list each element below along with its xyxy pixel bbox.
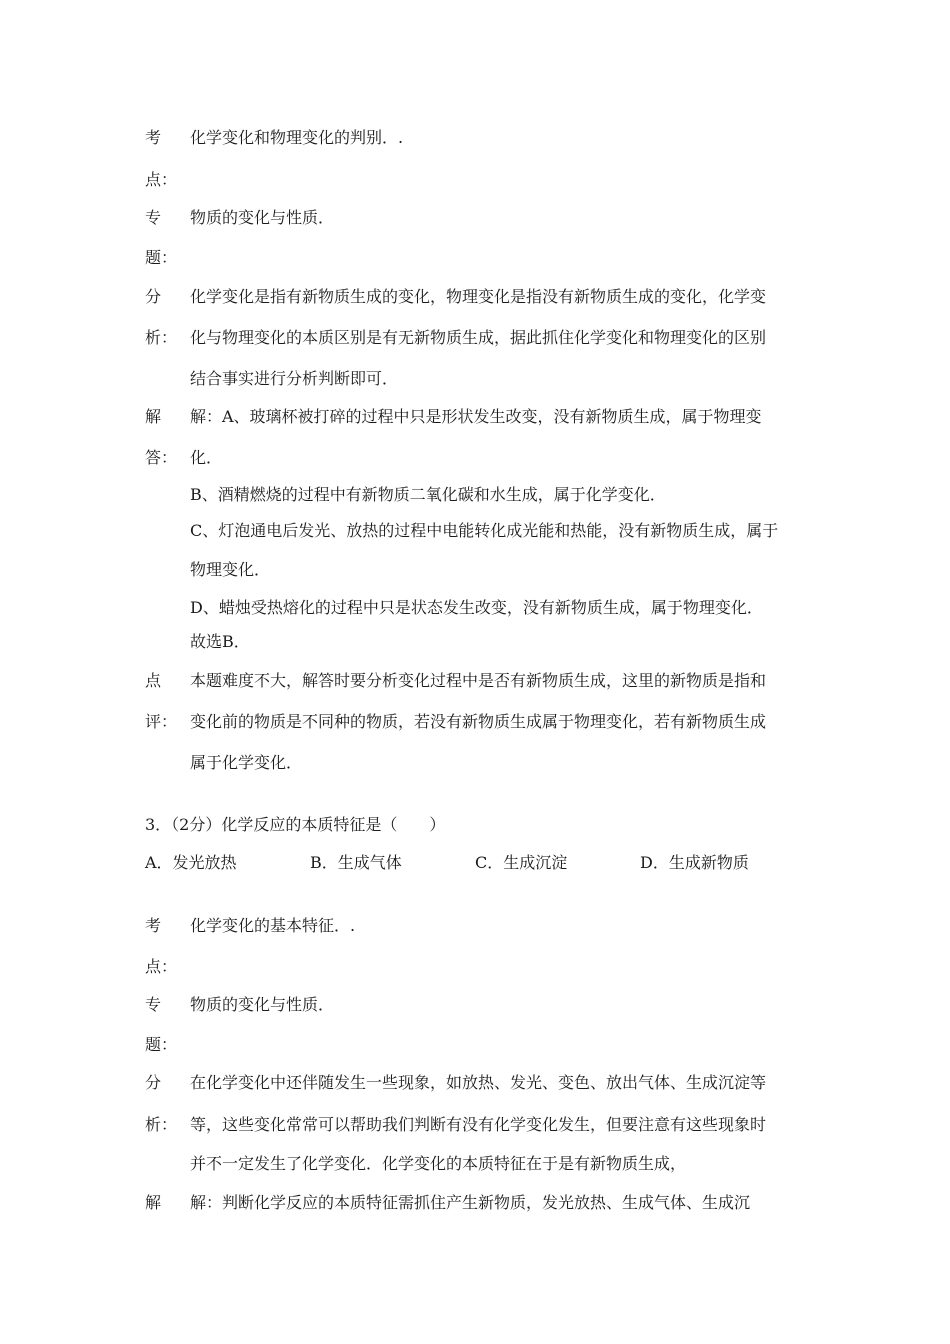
label-zhuanti-2: 专 (145, 995, 162, 1014)
label-kaodian-1: 考 (145, 128, 162, 147)
zhuanti-text-1: 物质的变化与性质． (190, 208, 335, 227)
option-c: C．生成沉淀 (475, 853, 568, 872)
jieda-line-6: D、蜡烛受热熔化的过程中只是状态发生改变，没有新物质生成，属于物理变化． (190, 598, 763, 617)
label-zhuanti-1: 专 (145, 208, 162, 227)
label-fenxi-1: 分 (145, 287, 162, 306)
jieda-line-5: 物理变化． (190, 560, 271, 579)
kaodian-text-2: 化学变化的基本特征．. (190, 916, 356, 935)
label-fenxi-2: 分 (145, 1073, 162, 1092)
option-b: B．生成气体 (310, 853, 402, 872)
label-jieda-1: 解 (145, 407, 162, 426)
option-a: A．发光放热 (145, 853, 237, 872)
fenxi2-line-2: 等，这些变化常常可以帮助我们判断有没有化学变化发生，但要注意有这些现象时 (190, 1115, 767, 1134)
jieda-line-2: 化． (190, 448, 223, 467)
kaodian-text-1: 化学变化和物理变化的判别．. (190, 128, 404, 147)
label-zhuanti-2b: 题： (145, 1035, 178, 1054)
fenxi-line-2: 化与物理变化的本质区别是有无新物质生成，据此抓住化学变化和物理变化的区别 (190, 328, 767, 347)
fenxi2-line-1: 在化学变化中还伴随发生一些现象，如放热、发光、变色、放出气体、生成沉淀等 (190, 1073, 767, 1092)
label-kaodian-2: 考 (145, 916, 162, 935)
option-d: D．生成新物质 (640, 853, 749, 872)
fenxi-line-3: 结合事实进行分析判断即可． (190, 369, 399, 388)
jieda-line-1: 解：A、玻璃杯被打碎的过程中只是形状发生改变，没有新物质生成，属于物理变 (190, 407, 762, 426)
label-dianping-1: 点 (145, 671, 162, 690)
label-dianping-1b: 评： (145, 712, 178, 731)
fenxi-line-1: 化学变化是指有新物质生成的变化，物理变化是指没有新物质生成的变化，化学变 (190, 287, 767, 306)
label-fenxi-2b: 析： (145, 1115, 178, 1134)
label-jieda-2: 解 (145, 1193, 162, 1212)
jieda-line-7: 故选B． (190, 632, 250, 651)
label-zhuanti-1b: 题： (145, 248, 178, 267)
question-3-stem: 3．（2分）化学反应的本质特征是（ ） (145, 815, 446, 834)
label-jieda-1b: 答： (145, 448, 178, 467)
zhuanti-text-2: 物质的变化与性质． (190, 995, 335, 1014)
dianping-line-3: 属于化学变化． (190, 753, 303, 772)
label-kaodian-1b: 点： (145, 170, 178, 189)
label-kaodian-2b: 点： (145, 957, 178, 976)
jieda-line-4: C、灯泡通电后发光、放热的过程中电能转化成光能和热能，没有新物质生成，属于 (190, 521, 779, 540)
jieda2-line-1: 解：判断化学反应的本质特征需抓住产生新物质，发光放热、生成气体、生成沉 (190, 1193, 751, 1212)
dianping-line-2: 变化前的物质是不同种的物质，若没有新物质生成属于物理变化，若有新物质生成 (190, 712, 767, 731)
label-fenxi-1b: 析： (145, 328, 178, 347)
fenxi2-line-3: 并不一定发生了化学变化．化学变化的本质特征在于是有新物质生成， (190, 1154, 687, 1173)
jieda-line-3: B、酒精燃烧的过程中有新物质二氧化碳和水生成，属于化学变化． (190, 485, 666, 504)
dianping-line-1: 本题难度不大，解答时要分析变化过程中是否有新物质生成，这里的新物质是指和 (190, 671, 767, 690)
